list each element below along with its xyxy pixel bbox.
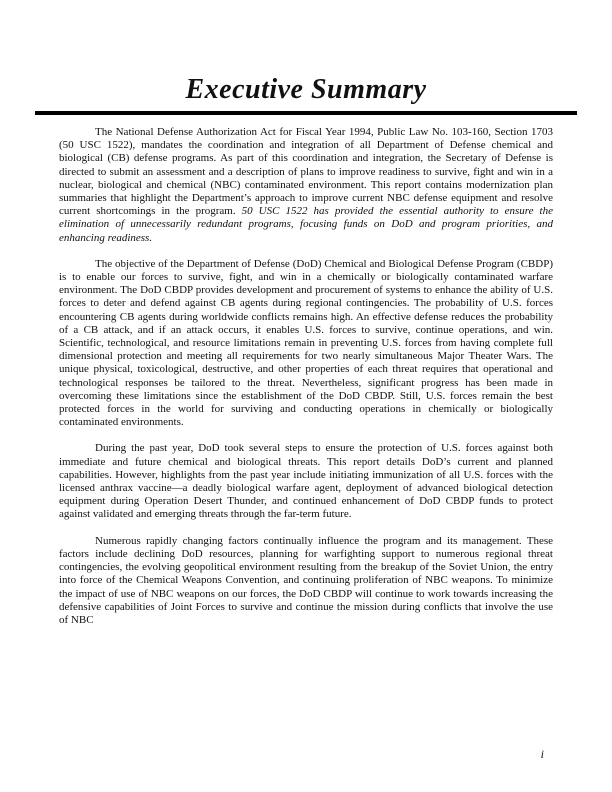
paragraph-1 [59, 126, 553, 245]
title-divider-rule [35, 111, 577, 115]
paragraph-2: The objective of the Department of Defense (DoD) Chemical and Biological Defense Program (CBDP) is to enable our forces to survive, fight, and win in a chemically or biologically contaminated warfare environment. The DoD CBDP provides development and procurement of systems to enhance the ability of U.S. forces to deter and defend against CB agents during regional contingencies. The probability of U.S. forces encountering CB agents during worldwide conflicts remains high. An effective defense reduces the probability of a CB attack, and if an attack occurs, it enables U.S. forces to survive, continue operations, and win. Scientific, technological, and resource limitations remain in preventing U.S. forces from having complete full dimensional protection and meeting all requirements for two nearly simultaneous Major Theater Wars. The unique physical, toxicological, destructive, and other properties of each threat requires that operational and technological responses be tailored to the threat. Nevertheless, significant progress has been made in overcoming these limitations since the establishment of the DoD CBDP. Still, U.S. forces remain the best protected forces in the world for surviving and conducting operations in chemically or biologically contaminated environments. [59, 257, 553, 429]
page-title: Executive Summary [185, 74, 427, 105]
body-text [59, 126, 553, 627]
page-number: i [540, 747, 544, 761]
paragraph-1-text: The National Defense Authorization Act for Fiscal Year 1994, Public Law No. 103-160, Section 1703 (50 USC 1522), mandates the coordination and integration of all Department of Defense chemical and biological (CB) defense programs. As part of this coordination and integration, the Secretary of Defense is directed to submit an assessment and a description of plans to improve readiness to survive, fight and win in a nuclear, biological and chemical (NBC) contaminated environment. This report contains modernization plan summaries that highlight the Department’s approach to improve current NBC defense equipment and resolve current shortcomings in the program. [59, 126, 553, 218]
paragraph-3: During the past year, DoD took several steps to ensure the protection of U.S. forces against both immediate and future chemical and biological threats. This report details DoD’s current and planned capabilities. However, highlights from the past year include initiating immunization of all U.S. forces with the licensed anthrax vaccine—a deadly biological warfare agent, deployment of advanced biological detection equipment during Operation Desert Thunder, and continued enhancement of DoD CBDP funds to protect against validated and emerging threats through the far-term future. [59, 442, 553, 521]
paragraph-4: Numerous rapidly changing factors continually influence the program and its management. These factors include declining DoD resources, planning for warfighting support to numerous regional threat contingencies, the evolving geopolitical environment resulting from the breakup of the Soviet Union, the entry into force of the Chemical Weapons Convention, and continuing proliferation of NBC weapons. To minimize the impact of use of NBC weapons on our forces, the DoD CBDP will continue to work towards increasing the defensive capabilities of Joint Forces to survive and continue the mission during conflicts that involve the use of NBC [59, 534, 553, 626]
paragraph-1-italic-text: 50 USC 1522 has provided the essential authority to ensure the elimination of unnecessarily redundant programs, focusing funds on DoD and program priorities, and enhancing readiness. [59, 205, 553, 244]
